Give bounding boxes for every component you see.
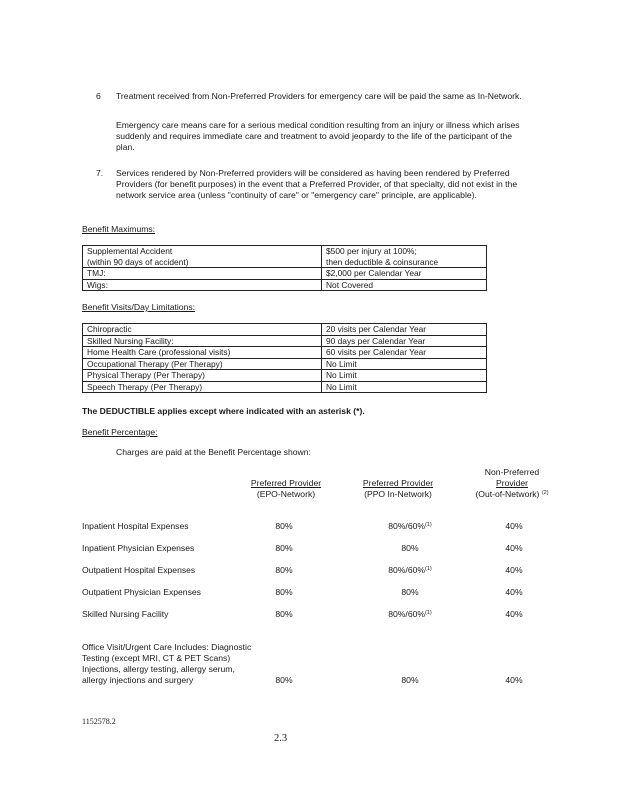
benefit-percentage-intro: Charges are paid at the Benefit Percentage shown:: [116, 447, 311, 457]
cell-line: $500 per injury at 100%;: [326, 246, 417, 256]
table-row: [83, 358, 487, 370]
table-cell: 60 visits per Calendar Year: [322, 347, 487, 359]
epo-value: 80%: [275, 521, 293, 531]
item-paragraph: Services rendered by Non-Preferred providers will be considered as having been rendered by Preferred Providers (for benefit purposes) in the event that a Preferred Provider, of that specialty, did not exist in the network service area (unless "continuity of care" or "emergency care" principle, are applicable).: [116, 168, 518, 200]
item-paragraph: Emergency care means care for a serious medical condition resulting from an injury or illness which arises suddenly and requires immediate care and treatment to avoid jeopardy to the life of the participant of the plan.: [116, 120, 520, 152]
footnote-marker: (1): [425, 522, 432, 528]
column-header-line: Non-Preferred: [484, 467, 540, 477]
ppo-value-text: 80%: [401, 587, 419, 597]
column-header-line: Preferred Provider: [250, 478, 322, 488]
out-of-network-value: 40%: [505, 609, 523, 619]
footnote-marker: (1): [425, 610, 432, 616]
column-header-line: Preferred Provider: [362, 478, 434, 488]
label-line: Office Visit/Urgent Care Includes: Diagnostic: [82, 642, 252, 652]
visit-limitations-table: [82, 323, 487, 393]
table-row: [82, 565, 562, 577]
ppo-value: 80%: [401, 675, 419, 685]
footnote-marker: (2): [541, 490, 549, 496]
ppo-value-text: 80%/60%: [388, 521, 426, 531]
ppo-value-text: 80%/60%: [388, 565, 426, 575]
table-row: [82, 521, 562, 533]
out-of-network-value: 40%: [505, 543, 523, 553]
table-cell: 90 days per Calendar Year: [322, 335, 487, 347]
table-cell: Wigs:: [83, 279, 322, 291]
column-header-line: (EPO-Network): [256, 489, 316, 499]
column-header-ppo: [343, 478, 453, 500]
page-number: 2.3: [274, 733, 288, 744]
out-of-network-value: 40%: [505, 565, 523, 575]
column-header-line: (PPO In-Network): [364, 489, 432, 499]
benefit-maximums-table: [82, 245, 487, 291]
column-header-line: [462, 489, 562, 500]
epo-value: 80%: [275, 675, 293, 685]
ppo-value: [382, 587, 438, 598]
table-cell: Chiropractic: [83, 324, 322, 336]
table-cell: Speech Therapy (Per Therapy): [83, 381, 322, 393]
row-label: Inpatient Hospital Expenses: [82, 521, 189, 531]
column-header-epo: [231, 478, 341, 500]
cell-line: Supplemental Accident: [87, 246, 173, 256]
row-label: Skilled Nursing Facility: [82, 609, 169, 619]
ppo-value: [382, 565, 438, 576]
ppo-value-text: 80%/60%: [388, 609, 426, 619]
row-label: Outpatient Physician Expenses: [82, 587, 201, 597]
table-row: [83, 324, 487, 336]
ppo-value: [382, 521, 438, 532]
table-row: [83, 370, 487, 382]
label-line: Injections, allergy testing, allergy serum,: [82, 664, 235, 674]
benefit-maximums-heading: Benefit Maximums:: [82, 224, 156, 234]
cell-line: (within 90 days of accident): [87, 256, 189, 267]
epo-value: 80%: [275, 565, 293, 575]
item-number: 6: [96, 91, 101, 101]
table-cell: [322, 246, 487, 268]
table-row: [83, 347, 487, 359]
ppo-value: [382, 609, 438, 620]
column-header-text: (Out-of-Network): [475, 489, 540, 499]
footnote-marker: (1): [425, 566, 432, 572]
table-row: [83, 246, 487, 268]
table-cell: Not Covered: [322, 279, 487, 291]
table-cell: [83, 246, 322, 268]
label-line: Testing (except MRI, CT & PET Scans): [82, 653, 231, 663]
table-cell: No Limit: [322, 370, 487, 382]
label-line: allergy injections and surgery: [82, 675, 194, 685]
item-paragraph: Treatment received from Non-Preferred Providers for emergency care will be paid the same as In-Network.: [116, 91, 522, 101]
document-id: 1152578.2: [82, 717, 116, 726]
table-cell: Physical Therapy (Per Therapy): [83, 370, 322, 382]
out-of-network-value: 40%: [505, 521, 523, 531]
table-cell: No Limit: [322, 381, 487, 393]
epo-value: 80%: [275, 609, 293, 619]
table-cell: 20 visits per Calendar Year: [322, 324, 487, 336]
table-row: [83, 335, 487, 347]
visit-limitations-heading: Benefit Visits/Day Limitations:: [82, 302, 196, 312]
table-row: [83, 268, 487, 280]
column-header-line: Provider: [496, 478, 528, 488]
out-of-network-value: 40%: [505, 675, 523, 685]
ppo-value: [382, 543, 438, 554]
table-row: [82, 587, 562, 599]
table-row: [83, 279, 487, 291]
table-cell: Home Health Care (professional visits): [83, 347, 322, 359]
row-label: Inpatient Physician Expenses: [82, 543, 195, 553]
table-row: [83, 381, 487, 393]
benefit-percentage-heading: Benefit Percentage:: [82, 427, 158, 437]
table-cell: $2,000 per Calendar Year: [322, 268, 487, 280]
table-cell: Occupational Therapy (Per Therapy): [83, 358, 322, 370]
row-label: Outpatient Hospital Expenses: [82, 565, 196, 575]
out-of-network-value: 40%: [505, 587, 523, 597]
table-row: [82, 675, 562, 687]
deductible-note: The DEDUCTIBLE applies except where indicated with an asterisk (*).: [82, 406, 365, 416]
table-row: [82, 543, 562, 555]
table-cell: TMJ:: [83, 268, 322, 280]
item-number: 7.: [96, 168, 104, 178]
column-header-out-of-network: [462, 467, 562, 500]
table-cell: Skilled Nursing Facility:: [83, 335, 322, 347]
epo-value: 80%: [275, 543, 293, 553]
table-row: [82, 609, 562, 621]
table-cell: No Limit: [322, 358, 487, 370]
epo-value: 80%: [275, 587, 293, 597]
cell-line: then deductible & coinsurance: [326, 256, 439, 267]
ppo-value-text: 80%: [401, 543, 419, 553]
